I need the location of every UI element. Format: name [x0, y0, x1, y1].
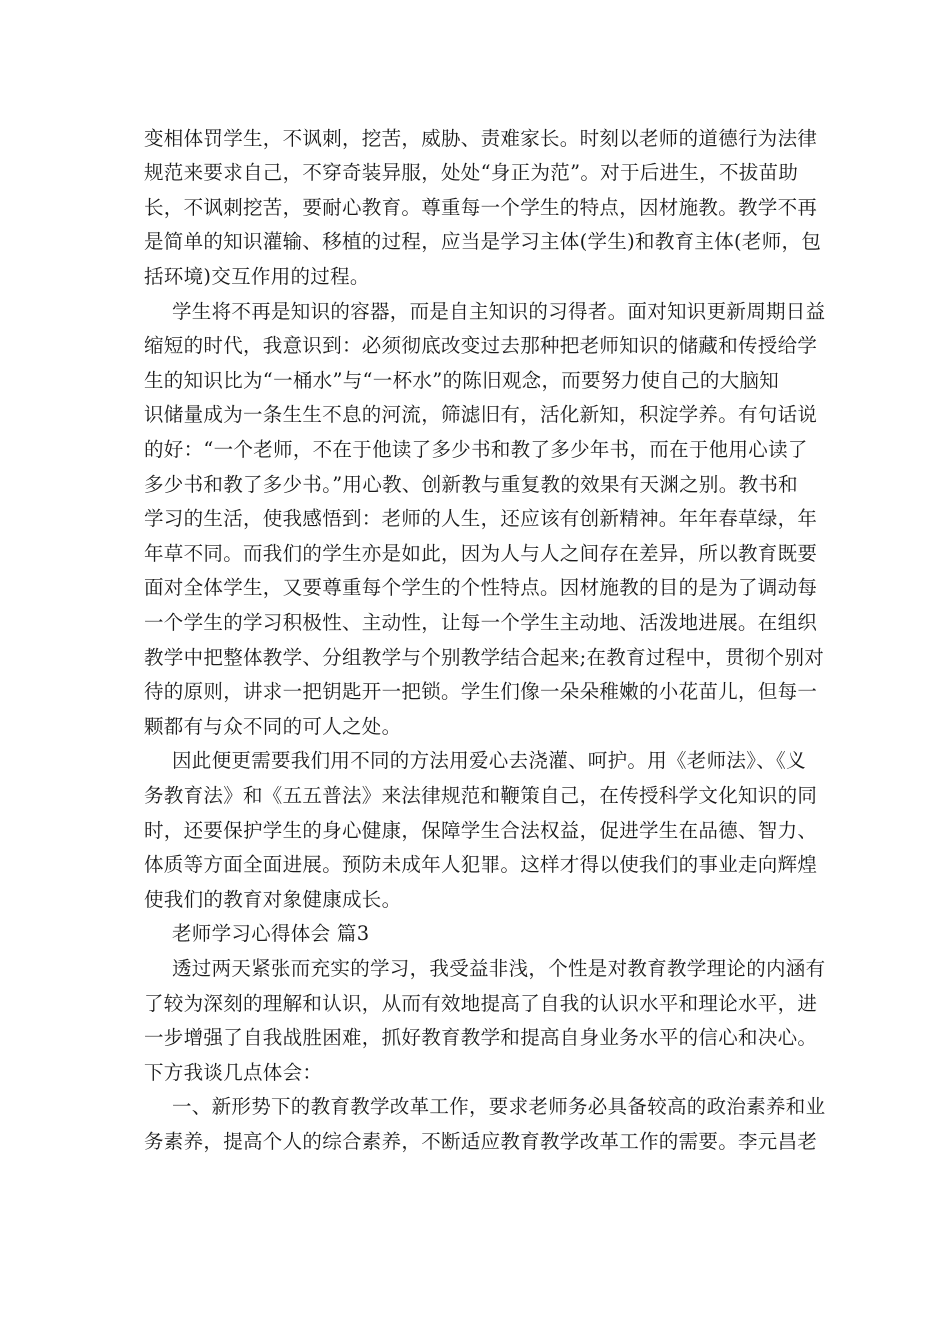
- text-line: 多少书和教了多少书。”用心教、创新教与重复教的效果有天渊之别。教书和: [144, 473, 798, 496]
- paragraph-start-line: 学生将不再是知识的容器，而是自主知识的习得者。面对知识更新周期日益: [172, 300, 826, 323]
- text-line: 生的知识比为“一桶水”与“一杯水”的陈旧观念，而要努力使自己的大脑知: [144, 369, 780, 392]
- text-line: 了较为深刻的理解和认识，从而有效地提高了自我的认识水平和理论水平，进: [144, 992, 818, 1015]
- text-line: 是简单的知识灌输、移植的过程，应当是学习主体(学生)和教育主体(老师，包: [144, 230, 822, 253]
- text-line: 教学中把整体教学、分组教学与个别教学结合起来;在教育过程中，贯彻个别对: [144, 646, 825, 669]
- text-line: 待的原则，讲求一把钥匙开一把锁。学生们像一朵朵稚嫩的小花苗儿，但每一: [144, 680, 818, 703]
- text-line: 体质等方面全面进展。预防未成年人犯罪。这样才得以使我们的事业走向辉煌: [144, 853, 818, 876]
- text-line: 的好：“一个老师，不在于他读了多少书和教了多少年书，而在于他用心读了: [144, 438, 808, 461]
- text-line: 颗都有与众不同的可人之处。: [144, 715, 402, 738]
- text-line: 务素养，提高个人的综合素养，不断适应教育教学改革工作的需要。李元昌老: [144, 1130, 818, 1153]
- text-line: 面对全体学生，又要尊重每个学生的个性特点。因材施教的目的是为了调动每: [144, 576, 818, 599]
- text-line: 识储量成为一条生生不息的河流，筛滤旧有，活化新知，积淀学养。有句话说: [144, 403, 818, 426]
- text-line: 一个学生的学习积极性、主动性，让每一个学生主动地、活泼地进展。在组织: [144, 611, 818, 634]
- paragraph-start-line: 透过两天紧张而充实的学习，我受益非浅，个性是对教育教学理论的内涵有: [172, 957, 826, 980]
- text-line: 一步增强了自我战胜困难，抓好教育教学和提高自身业务水平的信心和决心。: [144, 1026, 818, 1049]
- text-line: 时，还要保护学生的身心健康，保障学生合法权益，促进学生在品德、智力、: [144, 819, 818, 842]
- text-line: 变相体罚学生，不讽刺，挖苦，威胁、责难家长。时刻以老师的道德行为法律: [144, 127, 818, 150]
- text-line: 下方我谈几点体会：: [144, 1061, 323, 1084]
- paragraph-start-line: 因此便更需要我们用不同的方法用爱心去浇灌、呵护。用《老师法》、《义: [172, 749, 806, 772]
- text-line: 长，不讽刺挖苦，要耐心教育。尊重每一个学生的特点，因材施教。教学不再: [144, 196, 818, 219]
- text-line: 学习的生活，使我感悟到：老师的人生，还应该有创新精神。年年春草绿，年: [144, 507, 818, 530]
- text-line: 使我们的教育对象健康成长。: [144, 888, 402, 911]
- text-line: 括环境)交互作用的过程。: [144, 265, 370, 288]
- section-heading: 老师学习心得体会 篇3: [172, 922, 370, 945]
- text-line: 务教育法》和《五五普法》来法律规范和鞭策自己，在传授科学文化知识的同: [144, 784, 818, 807]
- text-line: 缩短的时代，我意识到：必须彻底改变过去那种把老师知识的储藏和传授给学: [144, 334, 818, 357]
- text-line: 规范来要求自己，不穿奇装异服，处处“身正为范”。对于后进生，不拔苗助: [144, 161, 799, 184]
- text-line: 年草不同。而我们的学生亦是如此，因为人与人之间存在差异，所以教育既要: [144, 542, 818, 565]
- paragraph-start-line: 一、新形势下的教育教学改革工作，要求老师务必具备较高的政治素养和业: [172, 1095, 826, 1118]
